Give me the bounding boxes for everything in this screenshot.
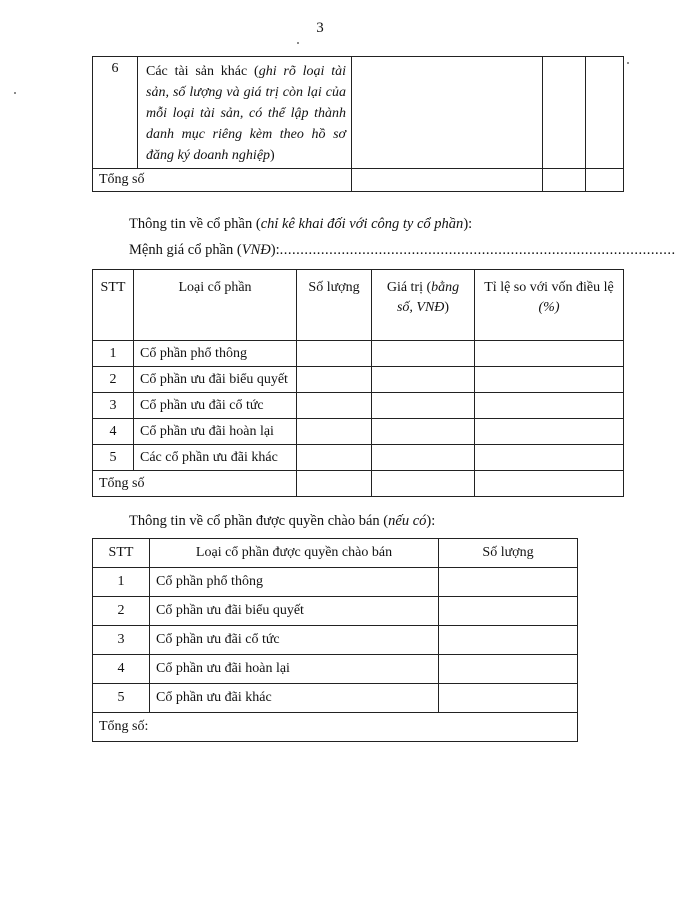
- stt-cell: 3: [93, 626, 150, 655]
- offered-intro: [129, 513, 435, 530]
- header-row: [93, 539, 578, 568]
- header-note: bằng số, VNĐ: [396, 280, 460, 315]
- table-row: [93, 393, 624, 419]
- empty-cell: [543, 169, 586, 192]
- total-label: Tổng số:: [93, 713, 578, 742]
- empty-cell: [352, 57, 543, 169]
- stt-cell: 1: [93, 568, 150, 597]
- empty-cell: [586, 57, 624, 169]
- total-label: Tổng số: [93, 471, 297, 497]
- stt-cell: 5: [93, 445, 134, 471]
- empty-cell: [439, 684, 578, 713]
- empty-cell: [297, 393, 372, 419]
- empty-cell: [372, 393, 475, 419]
- table-row: [93, 419, 624, 445]
- share-type-cell: Cổ phần ưu đãi hoàn lại: [134, 419, 297, 445]
- empty-cell: [297, 445, 372, 471]
- empty-cell: [475, 419, 624, 445]
- stt-cell: 1: [93, 341, 134, 367]
- total-label: Tổng số: [93, 169, 352, 192]
- intro-note: chỉ kê khai đối với công ty cổ phần: [260, 216, 464, 232]
- empty-cell: [372, 471, 475, 497]
- empty-cell: [297, 341, 372, 367]
- stt-cell: 4: [93, 419, 134, 445]
- empty-cell: [475, 367, 624, 393]
- share-type-cell: Cổ phần ưu đãi hoàn lại: [150, 655, 439, 684]
- page-number: 3: [316, 20, 324, 36]
- share-type-cell: Cổ phần phổ thông: [134, 341, 297, 367]
- scan-speck: [297, 42, 299, 44]
- header-text: Giá trị (: [386, 280, 432, 295]
- table-row: [93, 684, 578, 713]
- total-row: [93, 471, 624, 497]
- table-row: [93, 445, 624, 471]
- empty-cell: [543, 57, 586, 169]
- table-row: [93, 341, 624, 367]
- share-type-cell: Cổ phần phổ thông: [150, 568, 439, 597]
- header-qty: Số lượng: [297, 270, 372, 341]
- asset-label-cell: [138, 57, 352, 169]
- fill-in-dots: ................................................................................................: [279, 242, 676, 258]
- header-stt: STT: [93, 270, 134, 341]
- empty-cell: [475, 445, 624, 471]
- table-row: [93, 57, 624, 169]
- par-unit: VNĐ: [241, 242, 271, 258]
- stt-cell: 6: [93, 57, 138, 169]
- empty-cell: [297, 419, 372, 445]
- stt-cell: 2: [93, 597, 150, 626]
- empty-cell: [297, 471, 372, 497]
- empty-cell: [439, 597, 578, 626]
- empty-cell: [372, 445, 475, 471]
- header-row: [93, 270, 624, 341]
- intro-note: nếu có: [388, 513, 427, 529]
- share-type-cell: Cổ phần ưu đãi cổ tức: [134, 393, 297, 419]
- table-row: [93, 367, 624, 393]
- shares-table: [92, 269, 624, 497]
- total-row: [93, 713, 578, 742]
- empty-cell: [439, 568, 578, 597]
- stt-cell: 3: [93, 393, 134, 419]
- par-text: Mệnh giá cổ phần (: [129, 242, 242, 258]
- empty-cell: [352, 169, 543, 192]
- empty-cell: [372, 341, 475, 367]
- header-text: Tỉ lệ so với vốn điều lệ: [484, 280, 614, 295]
- header-text: ): [444, 300, 450, 315]
- stt-cell: 2: [93, 367, 134, 393]
- table-row: [93, 568, 578, 597]
- share-type-cell: Cổ phần ưu đãi cổ tức: [150, 626, 439, 655]
- empty-cell: [439, 655, 578, 684]
- scan-speck: [14, 92, 16, 94]
- empty-cell: [475, 471, 624, 497]
- header-value: [372, 270, 475, 341]
- header-ratio: [475, 270, 624, 341]
- share-type-cell: Các cổ phần ưu đãi khác: [134, 445, 297, 471]
- scan-speck: [627, 62, 629, 64]
- table-row: [93, 655, 578, 684]
- stt-cell: 5: [93, 684, 150, 713]
- share-type-cell: Cổ phần ưu đãi biểu quyết: [134, 367, 297, 393]
- empty-cell: [372, 419, 475, 445]
- header-type: Loại cổ phần được quyền chào bán: [150, 539, 439, 568]
- stt-cell: 4: [93, 655, 150, 684]
- header-qty: Số lượng: [439, 539, 578, 568]
- header-stt: STT: [93, 539, 150, 568]
- empty-cell: [372, 367, 475, 393]
- intro-text: ):: [463, 216, 473, 232]
- share-type-cell: Cổ phần ưu đãi biểu quyết: [150, 597, 439, 626]
- intro-text: Thông tin về cổ phần được quyền chào bán (: [129, 513, 389, 529]
- empty-cell: [475, 393, 624, 419]
- label-text: Các tài sản khác (: [146, 64, 259, 79]
- empty-cell: [297, 367, 372, 393]
- table-row: [93, 626, 578, 655]
- total-row: [93, 169, 624, 192]
- table-row: [93, 597, 578, 626]
- empty-cell: [439, 626, 578, 655]
- empty-cell: [586, 169, 624, 192]
- shares-intro: [129, 216, 472, 233]
- label-note: ghi rõ loại tài sản, số lượng và giá trị còn lại của mỗi loại tài sản, có thể lập thành danh mục riêng kèm theo hồ sơ đăng ký doanh nghiệp: [146, 64, 346, 163]
- assets-table: [92, 56, 624, 192]
- header-note: (%): [538, 300, 560, 315]
- share-type-cell: Cổ phần ưu đãi khác: [150, 684, 439, 713]
- intro-text: Thông tin về cổ phần (: [129, 216, 261, 232]
- header-type: Loại cổ phần: [134, 270, 297, 341]
- par-value-line: [129, 242, 676, 259]
- offered-shares-table: [92, 538, 578, 742]
- empty-cell: [475, 341, 624, 367]
- label-text: ): [270, 148, 275, 163]
- par-text: ):: [270, 242, 280, 258]
- intro-text: ):: [426, 513, 436, 529]
